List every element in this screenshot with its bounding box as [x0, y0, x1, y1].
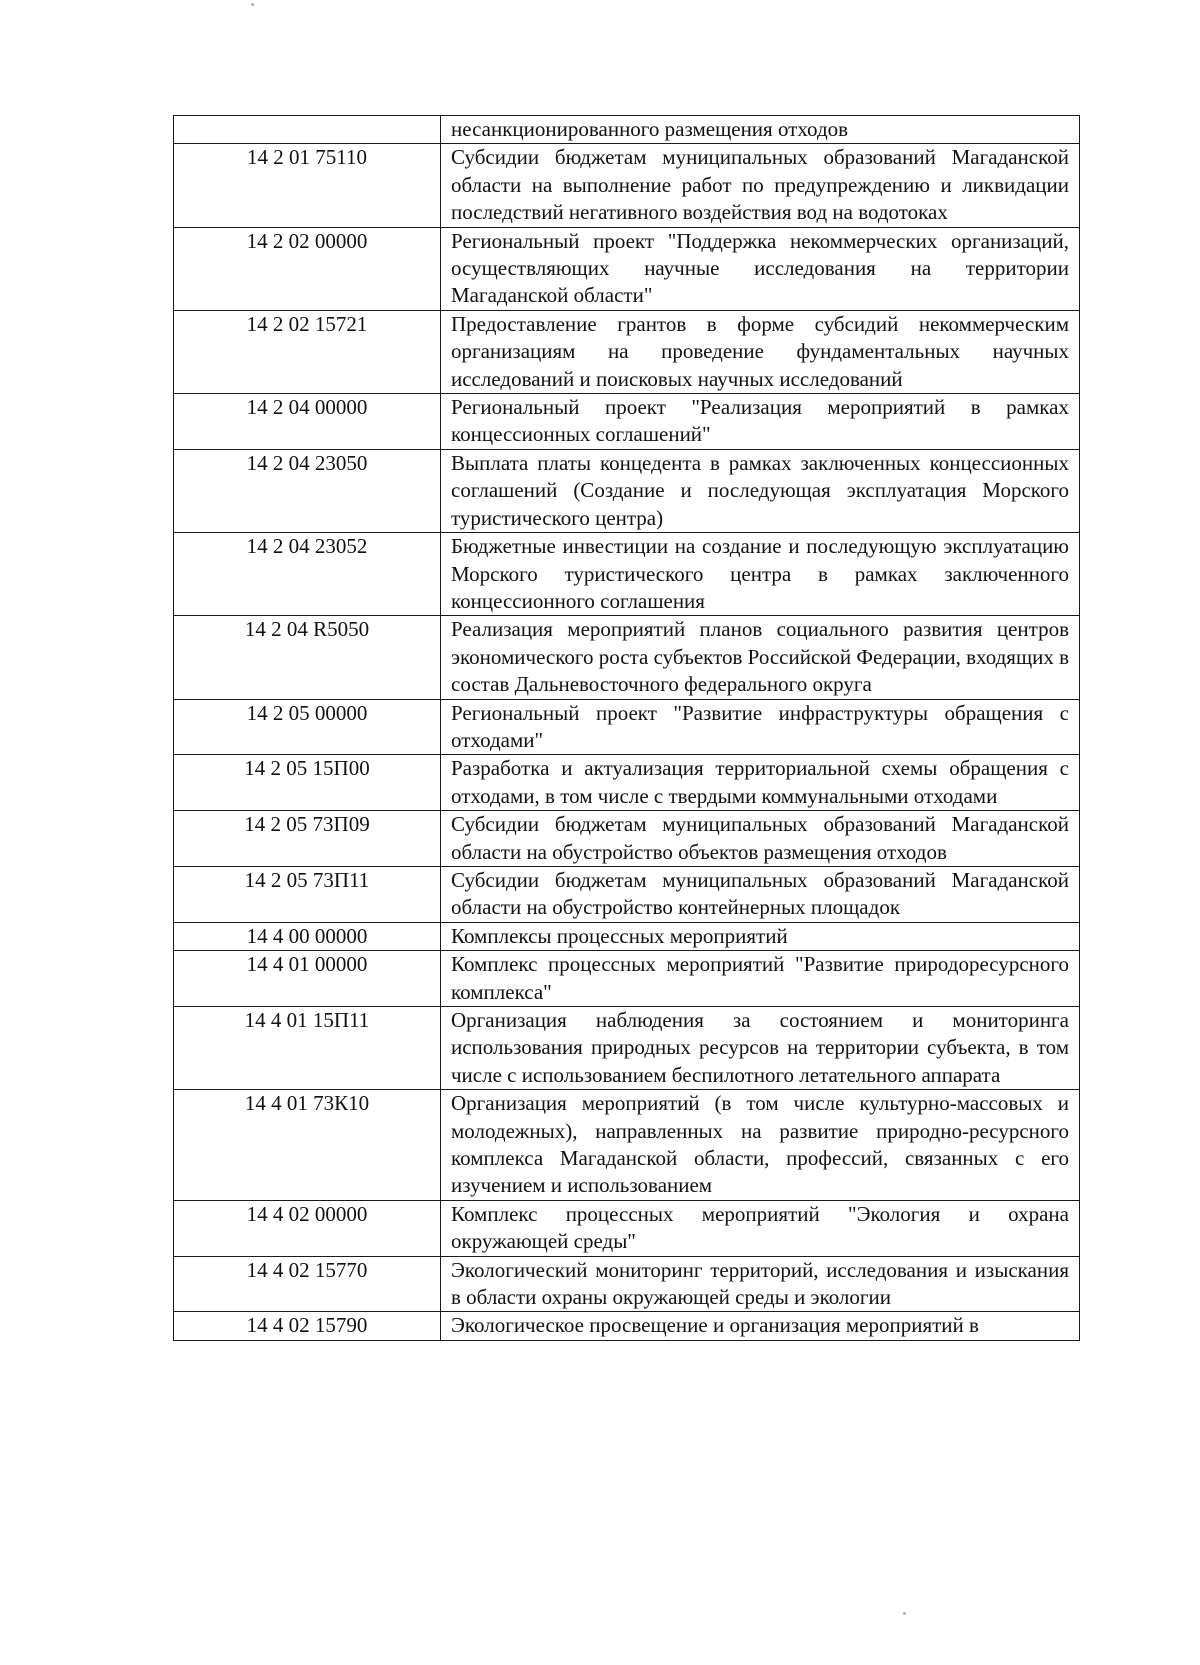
row-description: Субсидии бюджетам муниципальных образований Магаданской области на обустройство контейнерных площадок [441, 866, 1080, 922]
table-row [174, 1312, 1080, 1340]
table-row [174, 1256, 1080, 1312]
row-description: Экологический мониторинг территорий, исследования и изыскания в области охраны окружающей среды и экологии [441, 1256, 1080, 1312]
table-row [174, 699, 1080, 755]
row-description: Реализация мероприятий планов социального развития центров экономического роста субъектов Российской Федерации, входящих в состав Дальневосточного федерального округа [441, 616, 1080, 699]
table-row [174, 310, 1080, 393]
budget-code-table [173, 115, 1080, 1341]
row-code: 14 2 02 00000 [174, 227, 441, 310]
table-row [174, 394, 1080, 450]
row-code: 14 4 01 15П11 [174, 1007, 441, 1090]
row-description: Субсидии бюджетам муниципальных образований Магаданской области на выполнение работ по предупреждению и ликвидации последствий негативного воздействия вод на водотоках [441, 144, 1080, 227]
table-row [174, 116, 1080, 144]
table-row [174, 449, 1080, 532]
row-description: Комплексы процессных мероприятий [441, 922, 1080, 950]
row-description: Бюджетные инвестиции на создание и последующую эксплуатацию Морского туристического центра в рамках заключенного концессионного соглашения [441, 533, 1080, 616]
row-description: Предоставление грантов в форме субсидий некоммерческим организациям на проведение фундаментальных научных исследований и поисковых научных исследований [441, 310, 1080, 393]
table-row [174, 951, 1080, 1007]
row-code: 14 2 01 75110 [174, 144, 441, 227]
table-row [174, 227, 1080, 310]
row-code [174, 116, 441, 144]
row-code: 14 2 04 23050 [174, 449, 441, 532]
row-code: 14 2 05 15П00 [174, 755, 441, 811]
scan-speck [251, 3, 254, 6]
row-description: Разработка и актуализация территориальной схемы обращения с отходами, в том числе с твердыми коммунальными отходами [441, 755, 1080, 811]
row-description: Комплекс процессных мероприятий "Экология и охрана окружающей среды" [441, 1200, 1080, 1256]
row-code: 14 2 02 15721 [174, 310, 441, 393]
row-description: Региональный проект "Поддержка некоммерческих организаций, осуществляющих научные исследования на территории Магаданской области" [441, 227, 1080, 310]
row-code: 14 4 02 15790 [174, 1312, 441, 1340]
table-row [174, 922, 1080, 950]
row-description: Организация наблюдения за состоянием и мониторинга использования природных ресурсов на территории субъекта, в том числе с использованием беспилотного летательного аппарата [441, 1007, 1080, 1090]
row-code: 14 4 01 00000 [174, 951, 441, 1007]
table-row [174, 616, 1080, 699]
row-code: 14 2 05 73П11 [174, 866, 441, 922]
row-code: 14 4 00 00000 [174, 922, 441, 950]
row-code: 14 2 05 00000 [174, 699, 441, 755]
row-description: Выплата платы концедента в рамках заключенных концессионных соглашений (Создание и последующая эксплуатация Морского туристического центра) [441, 449, 1080, 532]
row-code: 14 2 04 00000 [174, 394, 441, 450]
table-body [174, 116, 1080, 1341]
table-row [174, 533, 1080, 616]
row-description: Комплекс процессных мероприятий "Развитие природоресурсного комплекса" [441, 951, 1080, 1007]
row-description: Экологическое просвещение и организация мероприятий в [441, 1312, 1080, 1340]
row-code: 14 2 04 23052 [174, 533, 441, 616]
row-description: Субсидии бюджетам муниципальных образований Магаданской области на обустройство объектов размещения отходов [441, 811, 1080, 867]
row-description: Организация мероприятий (в том числе культурно-массовых и молодежных), направленных на развитие природно-ресурсного комплекса Магаданской области, профессий, связанных с его изучением и использованием [441, 1090, 1080, 1201]
row-code: 14 2 04 R5050 [174, 616, 441, 699]
table-row [174, 1200, 1080, 1256]
table-row [174, 1090, 1080, 1201]
row-description: Региональный проект "Реализация мероприятий в рамках концессионных соглашений" [441, 394, 1080, 450]
row-description: Региональный проект "Развитие инфраструктуры обращения с отходами" [441, 699, 1080, 755]
table-row [174, 811, 1080, 867]
scan-speck [903, 1612, 906, 1615]
row-code: 14 4 02 00000 [174, 1200, 441, 1256]
table-row [174, 866, 1080, 922]
table-row [174, 755, 1080, 811]
row-code: 14 4 02 15770 [174, 1256, 441, 1312]
table-row [174, 1007, 1080, 1090]
row-description: несанкционированного размещения отходов [441, 116, 1080, 144]
table-row [174, 144, 1080, 227]
row-code: 14 2 05 73П09 [174, 811, 441, 867]
row-code: 14 4 01 73К10 [174, 1090, 441, 1201]
